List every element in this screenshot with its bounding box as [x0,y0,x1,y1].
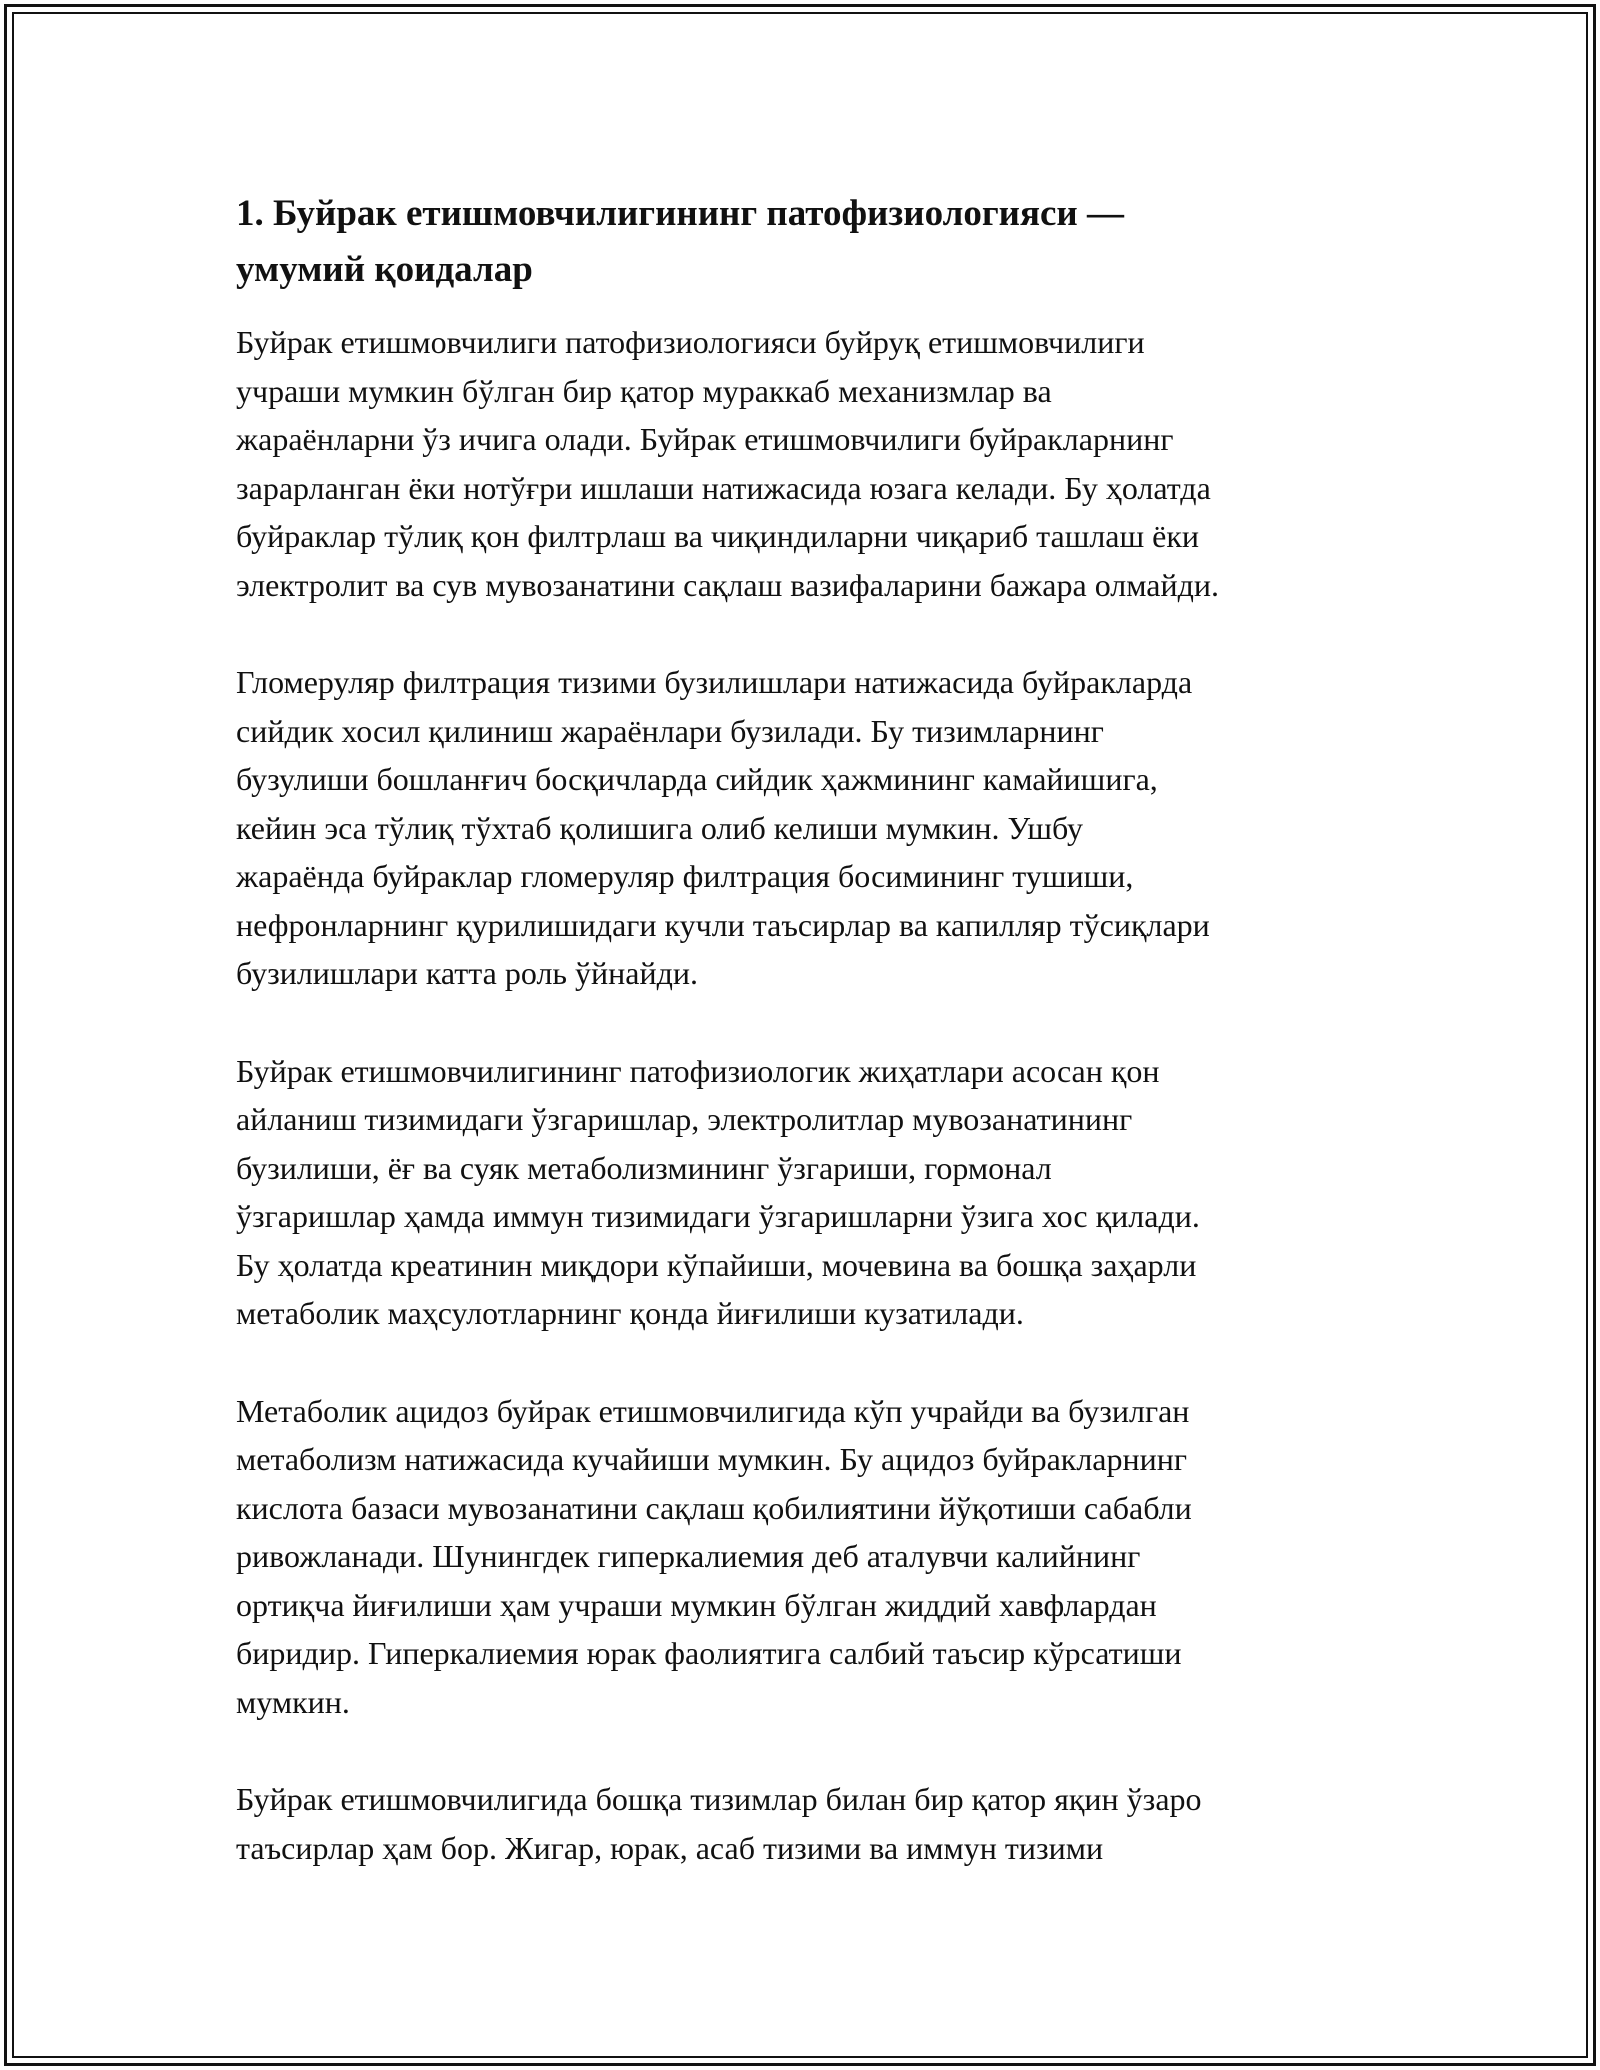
text-line: метаболик маҳсулотларнинг қонда йиғилиши кузатилади. [236,1295,1024,1331]
paragraph-4 [236,1387,1386,1727]
text-line: Метаболик ацидоз буйрак етишмовчилигида кўп учрайди ва бузилган [236,1392,1190,1429]
paragraph-2 [236,658,1386,998]
paragraph-3 [236,1047,1386,1338]
text-line: айланиш тизимидаги ўзгаришлар, электролитлар мувозанатининг [236,1101,1133,1137]
text-line: электролит ва сув мувозанатини сақлаш вазифаларини бажара олмайди. [236,566,1219,603]
text-line: учраши мумкин бўлган бир қатор мураккаб механизмлар ва [236,372,1052,409]
text-line: метаболизм натижасида кучайиши мумкин. Бу ацидоз буйракларнинг [236,1441,1187,1477]
text-line: буйраклар тўлиқ қон филтрлаш ва чиқиндиларни чиқариб ташлаш ёки [236,518,1200,554]
text-line: зарарланган ёки нотўғри ишлаши натижасида юзага келади. Бу ҳолатда [236,469,1211,506]
text-line: биридир. Гиперкалиемия юрак фаолиятига салбий таъсир кўрсатиши [236,1635,1182,1671]
text-line: бузилиши, ёғ ва суяк метаболизмининг ўзгариши, гормонал [236,1149,1052,1186]
text-line: сийдик хосил қилиниш жараёнлари бузилади. Бу тизимларнинг [236,712,1104,749]
text-line: кислота базаси мувозанатини сақлаш қобилиятини йўқотиши сабабли [236,1489,1192,1526]
text-line: бузулиши бошланғич босқичларда сийдик ҳажмининг камайишига, [236,761,1158,797]
text-line: Гломеруляр филтрация тизими бузилишлари натижасида буйракларда [236,664,1193,700]
paragraph-5 [236,1775,1386,1872]
text-line: Буйрак етишмовчилиги патофизиологияси буйруқ етишмовчилиги [236,324,1145,360]
heading-line: 1. Буйрак етишмовчилигининг патофизиологияси — [236,193,1124,234]
text-line: кейин эса тўлиқ тўхтаб қолишига олиб келиши мумкин. Ушбу [236,809,1084,846]
text-line: Буйрак етишмовчилигининг патофизиологик жиҳатлари асосан қон [236,1052,1160,1089]
heading-line: умумий қоидалар [236,249,533,290]
text-line: Бу ҳолатда креатинин миқдори кўпайиши, мочевина ва бошқа заҳарли [236,1246,1197,1283]
text-line: жараёнда буйраклар гломеруляр филтрация босимининг тушиши, [236,858,1134,894]
text-line: ривожланади. Шунингдек гиперкалиемия деб аталувчи калийнинг [236,1538,1141,1574]
text-line: ортиқча йиғилиши ҳам учраши мумкин бўлган жиддий хавфлардан [236,1586,1157,1623]
document-body [236,186,1386,1921]
text-line: таъсирлар ҳам бор. Жигар, юрак, асаб тизими ва иммун тизими [236,1829,1104,1866]
text-line: мумкин. [236,1683,350,1720]
text-line: жараёнларни ўз ичига олади. Буйрак етишмовчилиги буйракларнинг [236,421,1174,457]
text-line: нефронларнинг қурилишидаги кучли таъсирлар ва капилляр тўсиқлари [236,906,1210,943]
section-heading [236,186,1386,298]
paragraph-1 [236,318,1386,609]
text-line: Буйрак етишмовчилигида бошқа тизимлар билан бир қатор яқин ўзаро [236,1781,1202,1817]
text-line: ўзгаришлар ҳамда иммун тизимидаги ўзгаришларни ўзига хос қилади. [236,1198,1200,1234]
text-line: бузилишлари катта роль ўйнайди. [236,955,698,991]
